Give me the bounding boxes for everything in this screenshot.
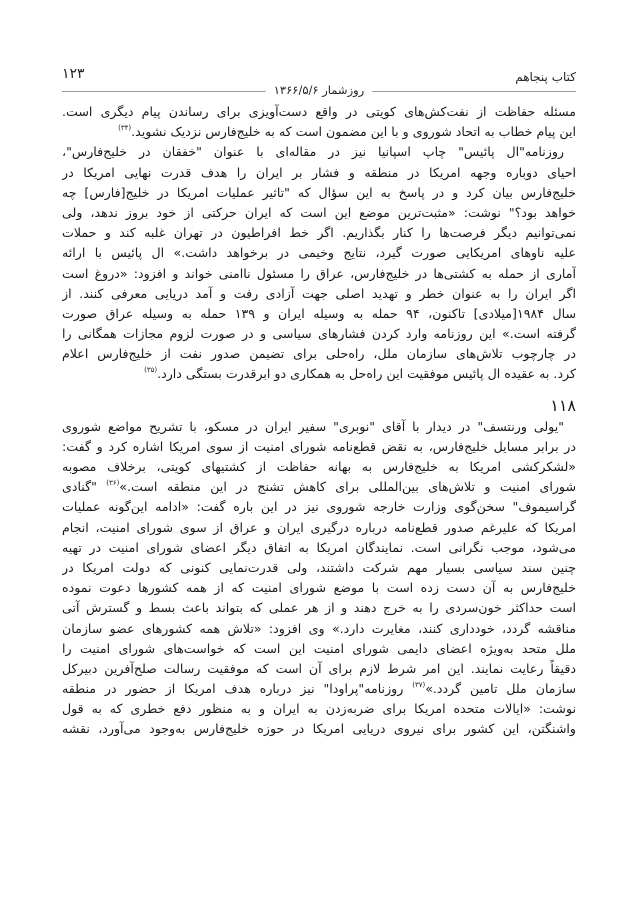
line-text: "گنادی xyxy=(62,479,107,495)
line-text: در برابر مسایل خلیج‌فارس، به نقض قطع‌نامه شورای امنیت از سوی امریکا اشاره کرد و گفت: xyxy=(62,438,576,454)
line-text: علیه ناوهای امریکایی صورت گیرد، نتایج وخیمی در برخواهد داشت.» ال پائیس با ارائه xyxy=(62,245,576,261)
page-body xyxy=(62,102,576,740)
text-line xyxy=(62,699,576,719)
line-text: گرفته است.» این روزنامه وارد کردن فشارهای سیاسی و در صورت لزوم مجازات همگانی را xyxy=(62,326,576,342)
line-text: مسئله حفاظت از نفت‌کش‌های کویتی در واقع دست‌آویزی برای رساندن پیام دیگری است. xyxy=(62,104,576,119)
footnote-marker: (۳۷) xyxy=(412,681,426,690)
text-line xyxy=(62,417,576,437)
text-line xyxy=(62,203,576,223)
line-text: روزنامه"ال پائیس" چاپ اسپانیا نیز در مقاله‌ای با عنوان "خفقان در خلیج‌فارس"، xyxy=(62,144,564,160)
line-text: «لشکرکشی امریکا به خلیج‌فارس به بهانه حفاظت از کشتیهای کویتی، برخلاف مصوبه xyxy=(62,459,576,474)
line-text: ملل متحد به‌ویژه اعضای دایمی شورای امنیت این است که خواست‌های شورای امنیت را xyxy=(62,640,576,656)
text-line xyxy=(62,679,576,699)
text-line xyxy=(62,264,576,284)
text-line xyxy=(62,578,576,598)
line-text: چنین سند سیاسی بسیار مهم شرکت داشتند، ولی قدرت‌نمایی کنونی که دولت امریکا در xyxy=(62,559,576,575)
text-line xyxy=(62,538,576,558)
line-text: خلیج‌فارس به آن دست زده است با موضع شورای امنیت که از همه کشورها دعوت نموده xyxy=(62,580,576,596)
text-line xyxy=(62,619,576,639)
text-line xyxy=(62,183,576,203)
text-line xyxy=(62,344,576,364)
text-line xyxy=(62,477,576,497)
book-title: کتاب پنجاهم xyxy=(515,70,576,84)
footnote-marker: (۳۵) xyxy=(144,366,158,375)
section-paragraph xyxy=(62,417,576,740)
line-text: آماری از حمله به کشتی‌ها در خلیج‌فارس، عراق را مسئول ناامنی خواند و افزود: «دروغ است xyxy=(62,265,576,281)
text-line xyxy=(62,284,576,304)
line-text: خلیج‌فارس بیان کرد و در پاسخ به این سؤال که "تاثیر عملیات امریکا در خلیج[فارس] چه xyxy=(62,184,576,200)
text-line xyxy=(62,243,576,263)
text-line xyxy=(62,558,576,578)
line-text: نوشت: «ایالات متحده امریکا برای ضربه‌زدن به ایران و به منظور دفع خطری که به قول xyxy=(62,701,576,717)
line-text: در چارچوب تلاش‌های سازمان ملل، راه‌حلی برای تضیمن صدور نفت از خلیج‌فارس اعلام xyxy=(62,346,576,362)
line-text: روزنامه"پراودا" نیز درباره هدف امریکا از حضور در منطقه xyxy=(62,681,413,697)
line-text: واشنگتن، این کشور برای نیروی دریایی امریکا در حوزه خلیج‌فارس به‌وجود می‌آورد، نقشه xyxy=(62,721,576,737)
line-text: خواهد بود؟" نوشت: «مثبت‌ترین موضع این است که ایران حرکتی از خود بروز ندهد، ولی xyxy=(62,204,576,220)
date-label: روزشمار ۱۳۶۶/۵/۶ xyxy=(266,83,372,97)
line-text: دقیقاً رعایت نمایند. این امر شرط لازم برای آن است که موفقیت رسالت صلح‌آفرین دبیرکل xyxy=(62,660,576,676)
line-text: سازمان ملل تامین گردد.» xyxy=(425,681,576,697)
page-number: ۱۲۳ xyxy=(62,66,85,82)
book-page xyxy=(62,66,576,740)
paragraph xyxy=(62,102,576,142)
line-text: احیای دوباره وجهه امریکا در منطقه و فشار بر ایران را هدف قدرت نهایی امریکا در xyxy=(62,164,576,180)
text-line xyxy=(62,518,576,538)
text-line xyxy=(62,598,576,618)
text-line xyxy=(62,719,576,739)
line-text: می‌شود، موجب نگرانی است. نمایندگان امریکا به اتفاق دیگر اعضای شورای امنیت در تهیه xyxy=(62,539,576,555)
line-text: شورای امنیت و تلاش‌های بین‌المللی برای کاهش تشنج در این منطقه است.» xyxy=(119,479,576,495)
text-line xyxy=(62,437,576,457)
line-text: این پیام خطاب به اتحاد شوروی و با این مضمون است که به خلیج‌فارس نزدیک نشوید. xyxy=(131,124,576,140)
line-text: گراسیموف" سخن‌گوی وزارت خارجه شوروی نیز در این باره گفت: «ادامه این‌گونه عملیات xyxy=(62,499,576,515)
line-text: "یولی ورنتسف" در دیدار با آقای "نوبری" سفیر ایران در مسکو، با تشریح مواضع شوروی xyxy=(62,418,564,434)
text-line xyxy=(62,497,576,517)
footnote-marker: (۳۴) xyxy=(118,124,132,133)
line-text: اگر ایران را به عنوان خطر و تهدید اصلی جهت آزادی رفت و آمد دریایی معرفی کنند. از xyxy=(62,285,576,301)
text-line xyxy=(62,364,576,384)
text-line xyxy=(62,163,576,183)
text-line xyxy=(62,639,576,659)
paragraph xyxy=(62,142,576,384)
page-header xyxy=(62,66,576,100)
line-text: است حداکثر خون‌سردی را به خرج دهند و از هر عملی که بتواند باعث بسط و گسترش آتی xyxy=(62,600,576,616)
text-line xyxy=(62,102,576,122)
section-number: ۱۱۸ xyxy=(550,395,576,415)
text-line xyxy=(62,142,576,162)
line-text: سال ۱۹۸۴[میلادی] تاکنون، ۹۴ حمله به وسیله ایران و ۱۳۹ حمله به وسیله عراق صورت xyxy=(62,305,576,321)
text-line xyxy=(62,122,576,142)
text-line xyxy=(62,324,576,344)
line-text: نمی‌توانیم دیگر فرصت‌ها را کنار بگذاریم. اگر خط افراطیون در تهران غلبه کند و حملات xyxy=(62,225,576,241)
line-text: امریکا که علیرغم صدور قطع‌نامه درباره درگیری ایران و عراق از سوی شورای امنیت، انجام xyxy=(62,519,576,535)
text-line xyxy=(62,659,576,679)
footnote-marker: (۳۶) xyxy=(106,479,120,488)
line-text: مناقشه گردد، خودداری کنند، مغایرت دارد.» وی افزود: «تلاش همه کشورهای عضو سازمان xyxy=(62,620,576,636)
line-text: کرد. به عقیده ال پائیس موفقیت این راه‌حل به همکاری دو ابرقدرت بستگی دارد. xyxy=(157,366,576,382)
text-line xyxy=(62,457,576,477)
text-line xyxy=(62,304,576,324)
text-line xyxy=(62,223,576,243)
